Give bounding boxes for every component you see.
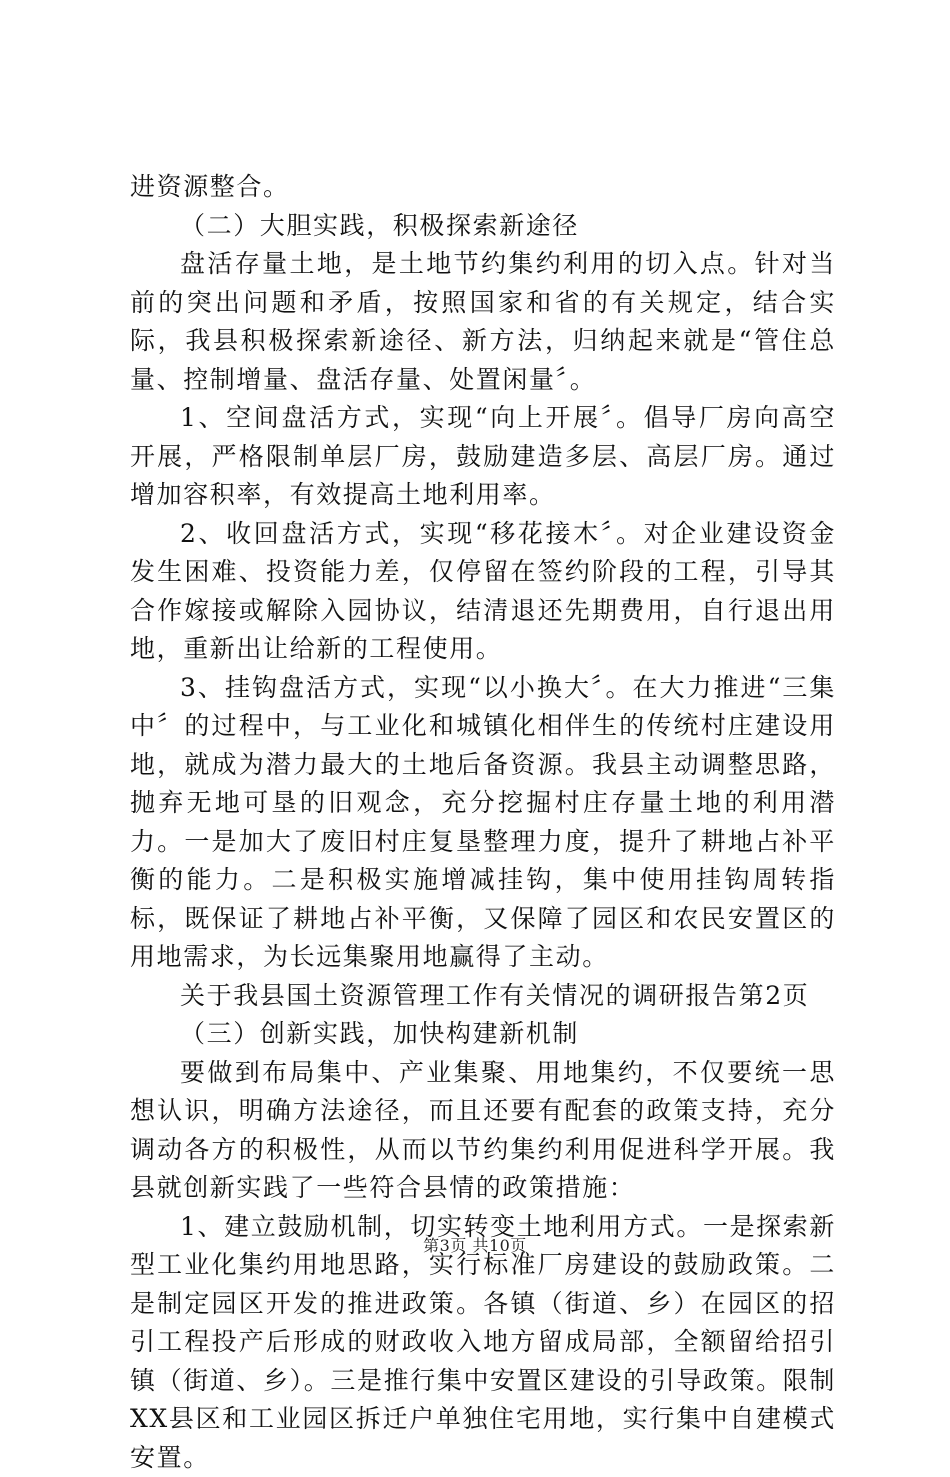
section-heading: （三）创新实践，加快构建新机制 [130, 1015, 836, 1054]
paragraph: 1、建立鼓励机制，切实转变土地利用方式。一是探索新型工业化集约用地思路，实行标准厂房建设的鼓励政策。二是制定园区开发的推进政策。各镇（街道、乡）在园区的招引工程投产后形成的财政收入地方留成局部，全额留给招引镇（街道、乡）。三是推行集中安置区建设的引导政策。限制XX县区和工业园区拆迁户单独住宅用地，实行集中自建模式安置。 [130, 1208, 836, 1477]
paragraph: 盘活存量土地，是土地节约集约利用的切入点。针对当前的突出问题和矛盾，按照国家和省的有关规定，结合实际，我县积极探索新途径、新方法，归纳起来就是“管住总量、控制增量、盘活存量、处置闲量〞。 [130, 245, 836, 399]
paragraph: 1、空间盘活方式，实现“向上开展〞。倡导厂房向高空开展，严格限制单层厂房，鼓励建造多层、高层厂房。通过增加容积率，有效提高土地利用率。 [130, 399, 836, 515]
paragraph: 关于我县国土资源管理工作有关情况的调研报告第2页 [130, 977, 836, 1016]
paragraph: 进资源整合。 [130, 168, 836, 207]
paragraph: 2、收回盘活方式，实现“移花接木〞。对企业建设资金发生困难、投资能力差，仅停留在签约阶段的工程，引导其合作嫁接或解除入园协议，结清退还先期费用，自行退出用地，重新出让给新的工程使用。 [130, 515, 836, 669]
document-body [130, 168, 836, 1477]
page-number-footer: 第3页 共10页 [0, 1233, 950, 1256]
paragraph: 3、挂钩盘活方式，实现“以小换大〞。在大力推进“三集中〞的过程中，与工业化和城镇化相伴生的传统村庄建设用地，就成为潜力最大的土地后备资源。我县主动调整思路，抛弃无地可垦的旧观念，充分挖掘村庄存量土地的利用潜力。一是加大了废旧村庄复垦整理力度，提升了耕地占补平衡的能力。二是积极实施增减挂钩，集中使用挂钩周转指标，既保证了耕地占补平衡，又保障了园区和农民安置区的用地需求，为长远集聚用地赢得了主动。 [130, 669, 836, 977]
section-heading: （二）大胆实践，积极探索新途径 [130, 207, 836, 246]
paragraph: 要做到布局集中、产业集聚、用地集约，不仅要统一思想认识，明确方法途径，而且还要有配套的政策支持，充分调动各方的积极性，从而以节约集约利用促进科学开展。我县就创新实践了一些符合县情的政策措施： [130, 1054, 836, 1208]
